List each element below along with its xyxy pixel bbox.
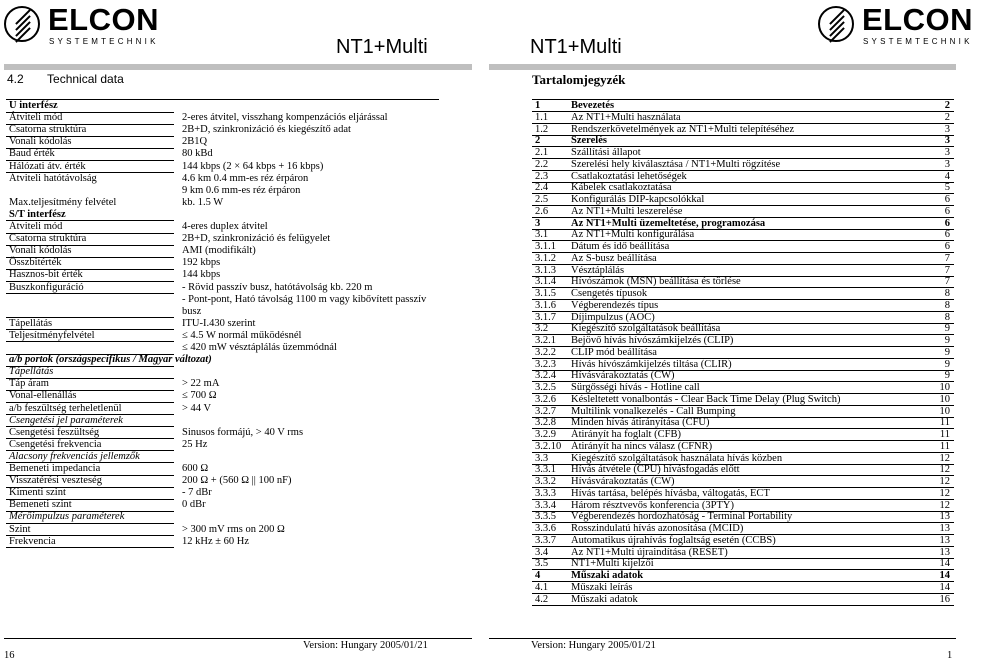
toc-entry-number: 2.6 <box>535 205 549 217</box>
spec-row <box>6 536 439 548</box>
toc-entry[interactable] <box>532 229 954 241</box>
spec-value: Sinusos formájú, > 40 V rms <box>182 426 304 438</box>
toc-entry-title: Késleltetett vonalbontás - Clear Back Time Delay (Plug Switch) <box>571 393 841 405</box>
toc-entry-title: Bejövő hívás hívószámkijelzés (CLIP) <box>571 335 734 346</box>
spec-label: Teljesítményfelvétel <box>9 329 95 341</box>
toc-entry-page: 11 <box>939 417 950 429</box>
toc-entry-title: Hívószámok (MSN) beállítása és törlése <box>571 276 741 288</box>
toc-entry-page: 3 <box>944 147 950 158</box>
spec-row <box>6 306 439 318</box>
toc-entry[interactable] <box>532 382 954 394</box>
toc-entry-title: Hívás tartása, belépés hívásba, váltogatás, ECT <box>571 487 770 499</box>
spec-value: 4-eres duplex átvitel <box>182 221 268 232</box>
spec-row <box>6 112 439 124</box>
toc-entry-page: 2 <box>944 100 950 111</box>
spec-label: Szint <box>9 523 31 535</box>
toc-entry[interactable] <box>532 511 954 523</box>
toc-entry-number: 3.2.4 <box>535 370 556 382</box>
toc-entry-number: 2.5 <box>535 194 549 205</box>
header-bar-right <box>489 64 956 70</box>
toc-entry-page: 9 <box>944 358 950 370</box>
spec-label: Tápellátás <box>9 366 54 378</box>
toc-entry[interactable] <box>532 171 954 183</box>
toc-entry-page: 7 <box>944 252 950 264</box>
toc-entry-title: Minden hívás átirányítása (CFU) <box>571 417 710 429</box>
toc-entry-number: 3.1.5 <box>535 288 556 299</box>
toc-entry-page: 14 <box>939 581 950 593</box>
toc-entry-title: CLIP mód beállítása <box>571 346 657 358</box>
toc-entry-title: Műszaki leírás <box>571 581 633 593</box>
brand-subtitle: SYSTEMTECHNIK <box>863 37 973 46</box>
spec-label: Átviteli mód <box>9 221 63 232</box>
toc-entry-title: Átirányít ha foglalt (CFB) <box>571 429 681 440</box>
spec-row <box>6 403 439 415</box>
toc-entry-page: 7 <box>944 264 950 276</box>
spec-label: Max.teljesítmény felvétel <box>9 196 117 208</box>
toc-entry[interactable] <box>532 453 954 465</box>
toc-entry-number: 3.1.7 <box>535 311 556 323</box>
spec-value: kb. 1.5 W <box>182 196 224 208</box>
toc-entry-number: 3.2 <box>535 323 549 335</box>
spec-value: 200 Ω + (560 Ω || 100 nF) <box>182 475 292 487</box>
spec-value: > 300 mV rms on 200 Ω <box>182 523 285 535</box>
spec-row <box>6 511 439 523</box>
spec-value: ≤ 700 Ω <box>182 390 217 402</box>
toc-entry[interactable] <box>532 182 954 194</box>
toc-entry-page: 13 <box>939 523 950 534</box>
toc-entry[interactable] <box>532 441 954 453</box>
toc-entry[interactable] <box>532 276 954 288</box>
spec-value: 25 Hz <box>182 438 208 450</box>
spec-label: Vonali kódolás <box>9 136 72 148</box>
toc-entry-title: Csatlakoztatási lehetőségek <box>571 170 687 182</box>
spec-row <box>6 318 439 330</box>
spec-label: Átviteli mód <box>9 112 63 124</box>
toc-entry-number: 1 <box>535 100 541 111</box>
toc-entry-number: 3.3.6 <box>535 523 556 534</box>
spec-label: Tápellátás <box>9 317 53 329</box>
toc-entry-page: 11 <box>939 429 950 440</box>
spec-label: Csatorna struktúra <box>9 124 87 136</box>
spec-row <box>6 100 439 112</box>
version-right: Version: Hungary 2005/01/21 <box>531 640 656 651</box>
spec-row <box>6 148 439 160</box>
spec-value: busz <box>182 305 202 317</box>
spec-label: Összbitérték <box>9 257 62 269</box>
toc-entry[interactable] <box>532 476 954 488</box>
toc-entry-title: Az NT1+Multi leszerelése <box>571 205 683 217</box>
spec-value: > 44 V <box>182 402 212 414</box>
spec-row <box>6 269 439 281</box>
spec-value: 144 kbps <box>182 269 221 281</box>
toc-entry-title: Rendszerkövetelmények az NT1+Multi telepítéséhez <box>571 123 795 135</box>
toc-entry-page: 14 <box>939 558 950 570</box>
spec-value: ≤ 420 mW vésztáplálás üzemmódnál <box>182 342 337 353</box>
toc-entry-title: Sürgősségi hívás - Hotline call <box>571 382 700 393</box>
toc-entry[interactable] <box>532 558 954 570</box>
spec-value: - 7 dBr <box>182 487 212 499</box>
toc-entry[interactable] <box>532 429 954 441</box>
toc-entry[interactable] <box>532 523 954 535</box>
toc-entry[interactable] <box>532 547 954 559</box>
toc-entry-number: 3.2.6 <box>535 393 556 405</box>
toc-entry-title: Az NT1+Multi használata <box>571 111 681 123</box>
toc-entry-page: 9 <box>944 335 950 346</box>
spec-value: 2B1Q <box>182 136 208 148</box>
toc-entry-page: 10 <box>939 405 950 417</box>
toc-entry-number: 2.4 <box>535 182 549 194</box>
toc-entry-number: 3.3.7 <box>535 534 556 546</box>
toc-entry[interactable] <box>532 135 954 147</box>
toc-entry-page: 6 <box>944 205 950 217</box>
toc-entry-page: 12 <box>939 499 950 511</box>
toc-entry-title: Hívásvárakoztatás (CW) <box>571 370 675 382</box>
toc-entry-number: 3.2.7 <box>535 405 556 417</box>
toc-entry-page: 12 <box>939 452 950 464</box>
spec-value: 9 km 0.6 mm-es réz érpáron <box>182 184 301 196</box>
spec-row <box>6 451 439 463</box>
spec-row <box>6 173 439 185</box>
spec-row <box>6 463 439 475</box>
toc-entry[interactable] <box>532 347 954 359</box>
page-number-left: 16 <box>4 650 15 661</box>
toc-entry-page: 12 <box>939 464 950 476</box>
toc-entry-title: Szállítási állapot <box>571 147 641 158</box>
spec-row <box>6 427 439 439</box>
spec-value: 12 kHz ± 60 Hz <box>182 535 249 547</box>
spec-row <box>6 161 439 173</box>
spec-label: Bemeneti szint <box>9 499 72 511</box>
page-number-right: 1 <box>947 650 953 661</box>
toc-entry-number: 1.2 <box>535 123 549 135</box>
spec-value: - Rövid passzív busz, hatótávolság kb. 220 m <box>182 281 373 293</box>
toc-entry-number: 3.2.9 <box>535 429 556 440</box>
toc-entry-page: 4 <box>944 170 950 182</box>
spec-row <box>6 136 439 148</box>
toc-entry-title: Vésztáplálás <box>571 264 625 276</box>
spec-value: AMI (modifikált) <box>182 245 256 257</box>
toc-entry[interactable] <box>532 464 954 476</box>
spec-row-rule <box>6 547 174 548</box>
toc-entry-page: 6 <box>944 194 950 205</box>
toc-entry[interactable] <box>532 300 954 312</box>
toc-entry-title: Végberendezés hordozhatóság - Terminal Portability <box>571 511 793 523</box>
toc-entry-page: 2 <box>944 111 950 123</box>
toc-entry[interactable] <box>532 370 954 382</box>
toc-entry-title: Az NT1+Multi konfigurálása <box>571 229 695 241</box>
toc-entry-number: 3.3.2 <box>535 476 556 487</box>
toc-entry-page: 5 <box>944 182 950 194</box>
spec-label: S/T interfész <box>9 208 66 220</box>
toc-entry-title: Végberendezés típus <box>571 299 659 311</box>
toc-entry[interactable] <box>532 253 954 265</box>
toc-entry-number: 3.1.1 <box>535 241 556 252</box>
spec-value: ITU-I.430 szerint <box>182 317 256 329</box>
spec-label: Baud érték <box>9 148 55 160</box>
toc-entry-page: 11 <box>939 440 950 452</box>
toc-entry-number: 3.4 <box>535 546 549 558</box>
spec-row <box>6 342 439 354</box>
spec-row <box>6 439 439 451</box>
toc-entry-number: 4 <box>535 570 541 581</box>
spec-row <box>6 415 439 427</box>
toc-entry-page: 8 <box>944 311 950 323</box>
toc-entry[interactable] <box>532 312 954 324</box>
toc-entry-number: 3.2.10 <box>535 440 562 452</box>
spec-value: 0 dBr <box>182 499 206 511</box>
spec-row <box>6 209 439 221</box>
spec-value: > 22 mA <box>182 378 220 390</box>
toc-entry[interactable] <box>532 147 954 159</box>
toc-entry-number: 2.1 <box>535 147 549 158</box>
toc-entry-title: Hívásvárakoztatás (CW) <box>571 476 675 487</box>
spec-row <box>6 390 439 402</box>
toc-entry-page: 3 <box>944 123 950 135</box>
spec-label: Bemeneti impedancia <box>9 463 101 474</box>
toc-entry-number: 2.3 <box>535 170 549 182</box>
toc-entry-number: 3 <box>535 217 541 229</box>
spec-table-top-border <box>6 99 439 100</box>
toc-entry-number: 2 <box>535 135 541 147</box>
toc-entry[interactable] <box>532 582 954 594</box>
toc-entry-page: 16 <box>939 593 950 605</box>
spec-label: Hasznos-bit érték <box>9 269 83 281</box>
toc-entry-number: 3.2.5 <box>535 382 556 393</box>
spec-label: Vonali kódolás <box>9 245 72 257</box>
toc-entry[interactable] <box>532 488 954 500</box>
toc-entry-page: 13 <box>939 534 950 546</box>
toc-title: Tartalomjegyzék <box>532 72 626 87</box>
toc-entry-page: 3 <box>944 135 950 147</box>
spec-value: 600 Ω <box>182 463 209 474</box>
spec-label: Hálózati átv. érték <box>9 160 86 172</box>
spec-row <box>6 233 439 245</box>
elcon-logo-right <box>818 4 1008 46</box>
spec-label: Mérőimpulzus paraméterek <box>9 511 125 523</box>
spec-row <box>6 524 439 536</box>
toc-entry-page: 10 <box>939 393 950 405</box>
spec-label: Csengetési jel paraméterek <box>9 414 123 426</box>
spec-value: 192 kbps <box>182 257 221 269</box>
toc-entry-title: Konfigurálás DIP-kapcsolókkal <box>571 194 705 205</box>
spec-label: Kimenti szint <box>9 487 66 499</box>
toc-entry-title: Az NT1+Multi üzemeltetése, programozása <box>571 217 766 229</box>
spec-row <box>6 475 439 487</box>
toc-entry[interactable] <box>532 394 954 406</box>
spec-label: Alacsony frekvenciás jellemzők <box>9 450 140 462</box>
spec-row <box>6 257 439 269</box>
toc-entry-page: 6 <box>944 217 950 229</box>
toc-entry-title: Szerelés <box>571 135 607 147</box>
toc-entry-number: 3.3.3 <box>535 487 556 499</box>
toc-entry-page: 9 <box>944 323 950 335</box>
toc-entry-title: Átirányít ha nincs válasz (CFNR) <box>571 440 713 452</box>
toc-entry-number: 3.1 <box>535 229 549 241</box>
spec-row <box>6 487 439 499</box>
toc-entry-page: 6 <box>944 229 950 241</box>
toc-entry-title: Kiegészítő szolgáltatások beállítása <box>571 323 721 335</box>
toc-entry-title: Az NT1+Multi újraindítása (RESET) <box>571 546 728 558</box>
toc-entry-number: 3.3 <box>535 452 549 464</box>
spec-label: Csengetési frekvencia <box>9 438 102 450</box>
elcon-logo-mark <box>4 6 40 42</box>
header-bar-left <box>4 64 472 70</box>
spec-label: Csengetési feszültség <box>9 426 100 438</box>
toc-entry-title: Szerelési hely kiválasztása / NT1+Multi rögzítése <box>571 158 781 170</box>
spec-value: 2-eres átvitel, visszhang kompenzációs eljárással <box>182 112 388 124</box>
toc-entry[interactable] <box>532 570 954 582</box>
spec-row <box>6 366 439 378</box>
spec-row <box>6 124 439 136</box>
toc-entry[interactable] <box>532 112 954 124</box>
toc-entry[interactable] <box>532 159 954 171</box>
spec-label: a/b feszültség terheletlenül <box>9 402 122 414</box>
spec-row <box>6 499 439 511</box>
version-left: Version: Hungary 2005/01/21 <box>303 640 428 651</box>
toc-entry-number: 3.3.4 <box>535 499 556 511</box>
spec-value: 2B+D, szinkronizáció és felügyelet <box>182 233 331 245</box>
spec-row <box>6 354 439 366</box>
toc-entry-page: 6 <box>944 241 950 252</box>
toc-entry-title: Automatikus újrahívás foglaltság esetén (CCBS) <box>571 534 776 546</box>
elcon-logo-mark <box>818 6 854 42</box>
spec-label: Átviteli hatótávolság <box>9 172 97 184</box>
toc-entry-page: 8 <box>944 288 950 299</box>
toc-entry[interactable] <box>532 359 954 371</box>
product-title-right: NT1+Multi <box>530 36 622 58</box>
toc-entry-title: Kábelek csatlakoztatása <box>571 182 672 194</box>
spec-row <box>6 197 439 209</box>
spec-value: - Pont-pont, Ható távolság 1100 m vagy kibővített passzív <box>182 293 427 305</box>
toc-entry-title: Díjimpulzus (AOC) <box>571 311 655 323</box>
spec-label: Visszatérési veszteség <box>9 475 102 487</box>
toc-entry-page: 9 <box>944 370 950 382</box>
toc-entry-title: Három résztvevős konferencia (3PTY) <box>571 499 734 511</box>
toc-entry-title: Műszaki adatok <box>571 593 638 605</box>
spec-label: Vonal-ellenállás <box>9 390 77 402</box>
toc-entry[interactable] <box>532 594 954 606</box>
toc-entry[interactable] <box>532 335 954 347</box>
toc-entry[interactable] <box>532 535 954 547</box>
toc-entry-page: 10 <box>939 382 950 393</box>
spec-label: Táp áram <box>9 378 49 390</box>
brand-subtitle: SYSTEMTECHNIK <box>49 37 159 46</box>
toc-entry-number: 3.2.3 <box>535 358 556 370</box>
toc-entry-number: 3.2.8 <box>535 417 556 429</box>
toc-entry[interactable] <box>532 100 954 112</box>
spec-row <box>6 245 439 257</box>
spec-row <box>6 294 439 306</box>
toc-entry-number: 3.2.1 <box>535 335 556 346</box>
spec-value: 4.6 km 0.4 mm-es réz érpáron <box>182 172 309 184</box>
product-title-left: NT1+Multi <box>336 36 428 58</box>
spec-row <box>6 330 439 342</box>
toc-entry-title: Hívás átvétele (CPU) hívásfogadás előtt <box>571 464 740 476</box>
toc-entry-page: 9 <box>944 346 950 358</box>
toc-entry-title: Csengetés típusok <box>571 288 648 299</box>
toc-entry[interactable] <box>532 265 954 277</box>
toc-entry[interactable] <box>532 124 954 136</box>
toc-entry-number: 3.2.2 <box>535 346 556 358</box>
toc-entry-title: Dátum és idő beállítása <box>571 241 670 252</box>
toc-entry-page: 8 <box>944 299 950 311</box>
toc-entry-page: 14 <box>939 570 950 581</box>
toc-entry[interactable] <box>532 288 954 300</box>
footer-rule-left <box>4 638 472 639</box>
toc-entry[interactable] <box>532 194 954 206</box>
spec-label: Csatorna struktúra <box>9 233 87 245</box>
spec-row <box>6 221 439 233</box>
toc-entry-title: Bevezetés <box>571 100 615 111</box>
toc-entry-title: Az S-busz beállítása <box>571 252 657 264</box>
spec-label: U interfész <box>9 100 58 111</box>
toc-entry[interactable] <box>532 417 954 429</box>
spec-value: 144 kbps (2 × 64 kbps + 16 kbps) <box>182 160 324 172</box>
spec-row <box>6 282 439 294</box>
toc-entry-number: 1.1 <box>535 111 549 123</box>
footer-rule-right <box>489 638 956 639</box>
spec-label: Buszkonfiguráció <box>9 281 84 293</box>
brand-name: ELCON <box>48 2 159 37</box>
toc-entry-page: 3 <box>944 158 950 170</box>
toc-entry-number: 3.1.2 <box>535 252 556 264</box>
toc-entry-number: 3.3.1 <box>535 464 556 476</box>
toc-entry-number: 4.1 <box>535 581 549 593</box>
toc-entry[interactable] <box>532 500 954 512</box>
spec-label: a/b portok (országspecifikus / Magyar változat) <box>9 354 212 366</box>
toc-entry-page: 12 <box>939 487 950 499</box>
toc-entry-number: 3.3.5 <box>535 511 556 523</box>
toc-entry-page: 13 <box>939 511 950 523</box>
toc-entry-number: 3.1.3 <box>535 264 556 276</box>
toc-entry-page: 7 <box>944 276 950 288</box>
toc-entry[interactable] <box>532 323 954 335</box>
toc-entry-number: 3.1.6 <box>535 299 556 311</box>
brand-name: ELCON <box>862 2 973 37</box>
toc-entry-page: 12 <box>939 476 950 487</box>
toc-entry-title: NT1+Multi kijelzői <box>571 558 654 570</box>
toc-top-border <box>532 99 954 100</box>
toc-entry-number: 4.2 <box>535 593 549 605</box>
toc-entry-title: Műszaki adatok <box>571 570 644 581</box>
spec-value: 2B+D, szinkronizáció és kiegészítő adat <box>182 124 351 136</box>
section-heading: 4.2 Technical data <box>7 72 124 86</box>
spec-row <box>6 185 439 197</box>
spec-row <box>6 378 439 390</box>
spec-value: ≤ 4.5 W normál működésnél <box>182 329 302 341</box>
toc-entry-title: Rosszindulatú hívás azonosítása (MCID) <box>571 523 744 534</box>
spec-label: Frekvencia <box>9 535 56 547</box>
elcon-logo-left <box>4 4 194 46</box>
toc-entry-title: Kiegészítő szolgáltatások használata hívás közben <box>571 452 783 464</box>
toc-entry[interactable] <box>532 218 954 230</box>
spec-value: 80 kBd <box>182 148 213 160</box>
toc-entry-page: 13 <box>939 546 950 558</box>
toc-entry[interactable] <box>532 206 954 218</box>
toc-entry[interactable] <box>532 241 954 253</box>
toc-entry-title: Multilink vonalkezelés - Call Bumping <box>571 405 736 417</box>
toc-entry-title: Hívás hívószámkijelzés tiltása (CLIR) <box>571 358 732 370</box>
toc-entry[interactable] <box>532 406 954 418</box>
toc-entry-number: 3.5 <box>535 558 549 570</box>
toc-entry-number: 2.2 <box>535 158 549 170</box>
toc-entry-number: 3.1.4 <box>535 276 556 288</box>
